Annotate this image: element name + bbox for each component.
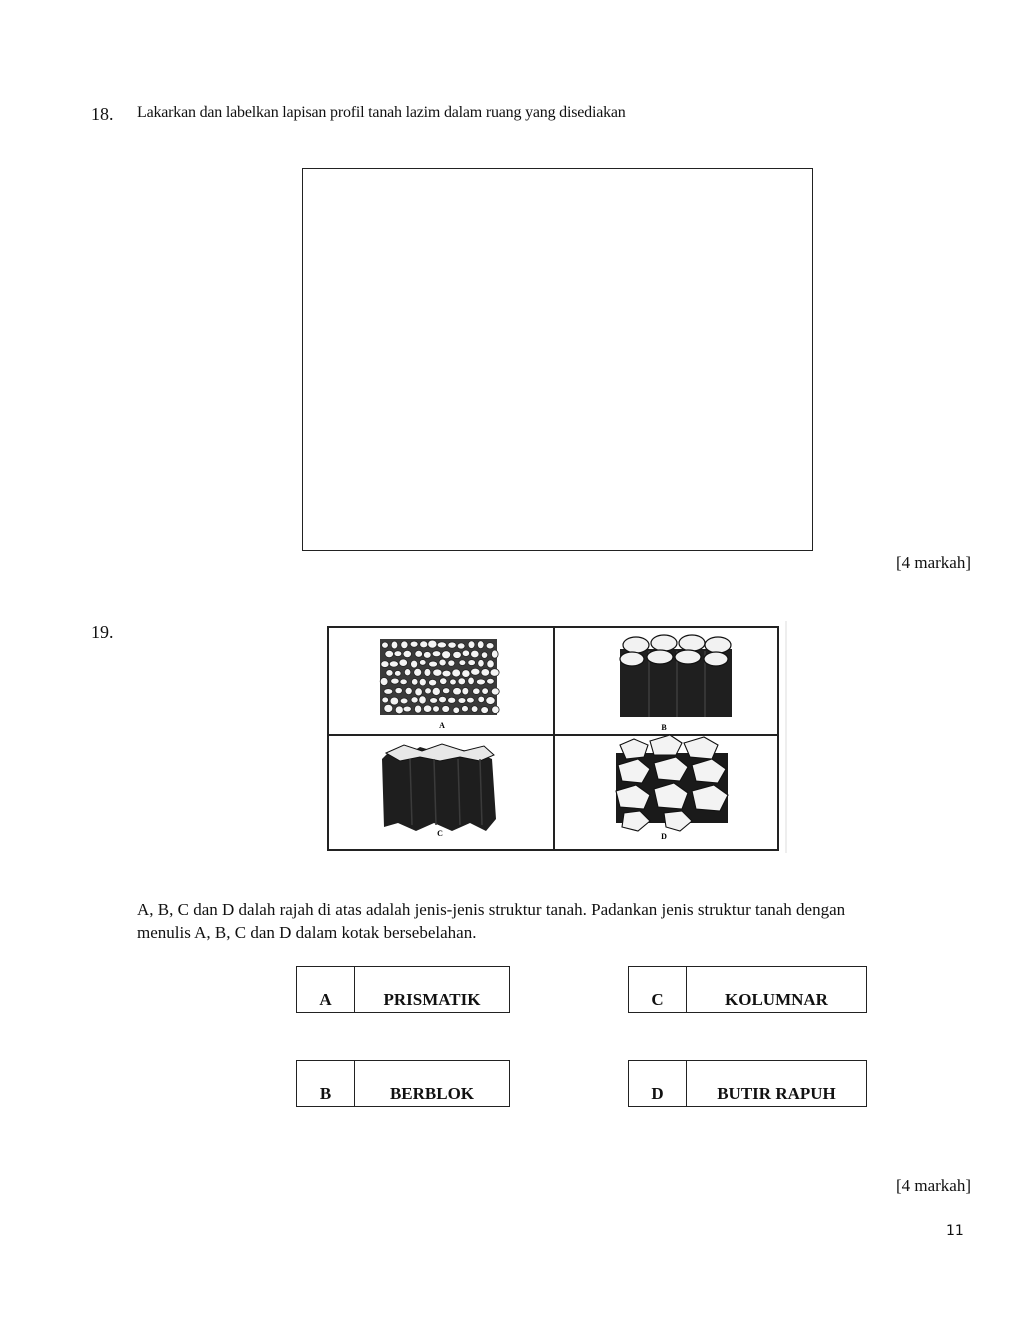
page-number: 11 [946,1223,964,1239]
question-18-text: Lakarkan dan labelkan lapisan profil tanah lazim dalam ruang yang disediakan [137,104,626,121]
question-19-paragraph-line-1: A, B, C dan D dalah rajah di atas adalah jenis-jenis struktur tanah. Padankan jenis struktur tanah dengan [137,900,846,919]
question-19-paragraph [137,898,971,944]
figure-label-a: A [439,721,445,730]
figure-label-c: C [437,829,443,838]
figure-label-d: D [661,832,667,841]
figure-label-b: B [661,723,667,732]
answer-box-prismatik[interactable] [296,966,510,1013]
question-19-paragraph-line-2: menulis A, B, C dan D dalam kotak bersebelahan. [137,923,477,942]
answer-label: BUTIR RAPUH [717,1084,836,1103]
answer-label: KOLUMNAR [725,990,828,1009]
sketch-answer-box[interactable] [302,168,813,551]
answer-box-berblok[interactable] [296,1060,510,1107]
answer-box-butir-rapuh[interactable] [628,1060,867,1107]
soil-structure-figure-svg [320,619,788,855]
question-18-marks: [4 markah] [895,553,971,572]
question-18-number: 18. [91,104,114,124]
answer-letter: D [629,1061,687,1106]
answer-label: BERBLOK [389,1084,475,1103]
soil-structure-figure [320,619,788,855]
question-19-marks: [4 markah] [895,1176,971,1195]
answer-letter: B [297,1061,355,1106]
answer-label: PRISMATIK [383,990,481,1009]
panel-a-granular [380,639,499,715]
question-19-number: 19. [91,622,114,642]
answer-letter: A [297,967,355,1012]
panel-d-blocky [616,735,728,831]
panel-c-prismatic [382,744,496,831]
answer-letter: C [629,967,687,1012]
answer-box-kolumnar[interactable] [628,966,867,1013]
